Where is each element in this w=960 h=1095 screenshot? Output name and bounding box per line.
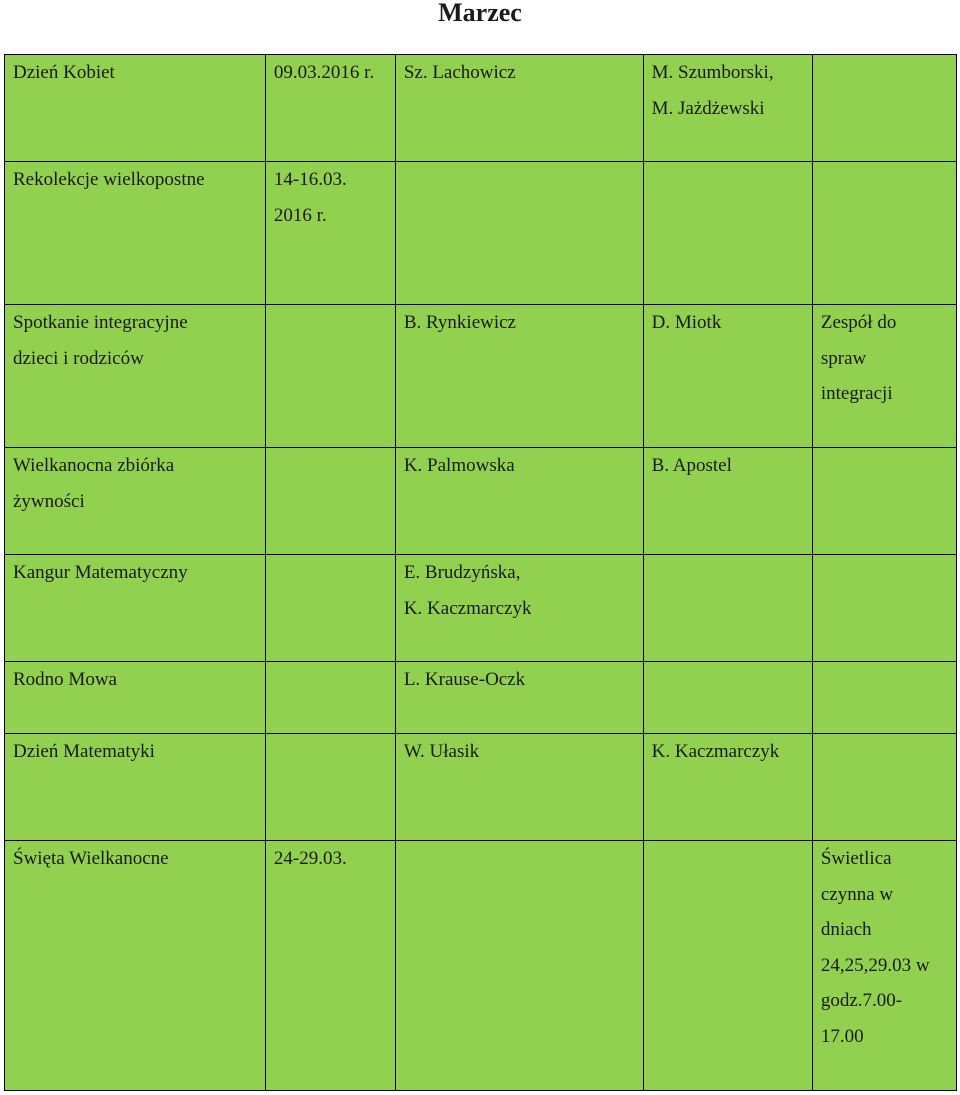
cell-text-line: E. Brudzyńska, — [403, 562, 521, 583]
event-cell — [5, 841, 266, 1091]
cell-text-line: Rodno Mowa — [13, 669, 117, 690]
cell-text-line: Spotkanie integracyjne — [13, 312, 188, 333]
organizer-cell — [395, 55, 643, 162]
notes-cell — [812, 305, 956, 448]
cell-text-line: Zespół do — [820, 312, 897, 333]
cell-text-line: Rekolekcje wielkopostne — [13, 169, 205, 190]
event-cell — [5, 305, 266, 448]
notes-cell — [812, 448, 956, 555]
date-cell — [265, 662, 395, 734]
cell-text-line: godz.7.00- — [820, 990, 903, 1011]
date-cell — [265, 55, 395, 162]
date-cell — [265, 734, 395, 841]
date-cell — [265, 305, 395, 448]
coorganizer-cell — [643, 162, 812, 305]
notes-cell — [812, 841, 956, 1091]
cell-text-line: 24-29.03. — [273, 848, 347, 869]
cell-text-line: spraw — [820, 347, 867, 369]
cell-text-line: 09.03.2016 r. — [273, 62, 375, 83]
date-cell — [265, 555, 395, 662]
notes-cell — [812, 55, 956, 162]
cell-text-line: dzieci i rodziców — [13, 347, 144, 369]
event-cell — [5, 662, 266, 734]
cell-text-line: Kangur Matematyczny — [13, 562, 188, 583]
table-row — [5, 55, 957, 162]
coorganizer-cell — [643, 305, 812, 448]
notes-cell — [812, 162, 956, 305]
cell-text-line: L. Krause-Oczk — [403, 669, 526, 690]
cell-text-line: czynna w — [820, 883, 894, 905]
table-row — [5, 555, 957, 662]
coorganizer-cell — [643, 448, 812, 555]
table-row — [5, 162, 957, 305]
page-title: Marzec — [438, 0, 522, 27]
cell-text-line: M. Szumborski, — [651, 62, 774, 83]
event-cell — [5, 555, 266, 662]
event-cell — [5, 55, 266, 162]
events-table — [4, 54, 957, 1091]
organizer-cell — [395, 162, 643, 305]
cell-text-line: K. Kaczmarczyk — [651, 741, 780, 762]
cell-text-line: integracji — [820, 383, 893, 404]
date-cell — [265, 841, 395, 1091]
cell-text-line: Dzień Matematyki — [13, 741, 155, 762]
cell-text-line: Świetlica — [820, 848, 892, 869]
cell-text-line: żywności — [13, 490, 85, 512]
organizer-cell — [395, 305, 643, 448]
table-row — [5, 734, 957, 841]
cell-text-line: D. Miotk — [651, 312, 722, 333]
table-row — [5, 662, 957, 734]
table-row — [5, 448, 957, 555]
coorganizer-cell — [643, 841, 812, 1091]
cell-text-line: K. Palmowska — [403, 455, 515, 476]
cell-text-line: 17.00 — [820, 1025, 864, 1047]
organizer-cell — [395, 734, 643, 841]
cell-text-line: 2016 r. — [273, 204, 327, 226]
cell-text-line: M. Jażdżewski — [651, 97, 765, 119]
table-row — [5, 305, 957, 448]
event-cell — [5, 448, 266, 555]
cell-text-line: Dzień Kobiet — [13, 62, 115, 83]
cell-text-line: B. Rynkiewicz — [403, 312, 516, 333]
cell-text-line: 14-16.03. — [273, 169, 347, 190]
cell-text-line: Wielkanocna zbiórka — [13, 455, 175, 476]
cell-text-line: 24,25,29.03 w — [820, 954, 930, 976]
cell-text-line: dniach — [820, 919, 872, 940]
notes-cell — [812, 555, 956, 662]
date-cell — [265, 448, 395, 555]
table-row — [5, 841, 957, 1091]
organizer-cell — [395, 448, 643, 555]
date-cell — [265, 162, 395, 305]
organizer-cell — [395, 662, 643, 734]
coorganizer-cell — [643, 55, 812, 162]
event-cell — [5, 162, 266, 305]
organizer-cell — [395, 555, 643, 662]
coorganizer-cell — [643, 734, 812, 841]
event-cell — [5, 734, 266, 841]
coorganizer-cell — [643, 662, 812, 734]
cell-text-line: Sz. Lachowicz — [403, 62, 516, 83]
notes-cell — [812, 662, 956, 734]
coorganizer-cell — [643, 555, 812, 662]
notes-cell — [812, 734, 956, 841]
cell-text-line: B. Apostel — [651, 455, 732, 476]
organizer-cell — [395, 841, 643, 1091]
cell-text-line: W. Ułasik — [403, 741, 480, 762]
cell-text-line: Święta Wielkanocne — [13, 848, 169, 869]
cell-text-line: K. Kaczmarczyk — [403, 597, 532, 619]
